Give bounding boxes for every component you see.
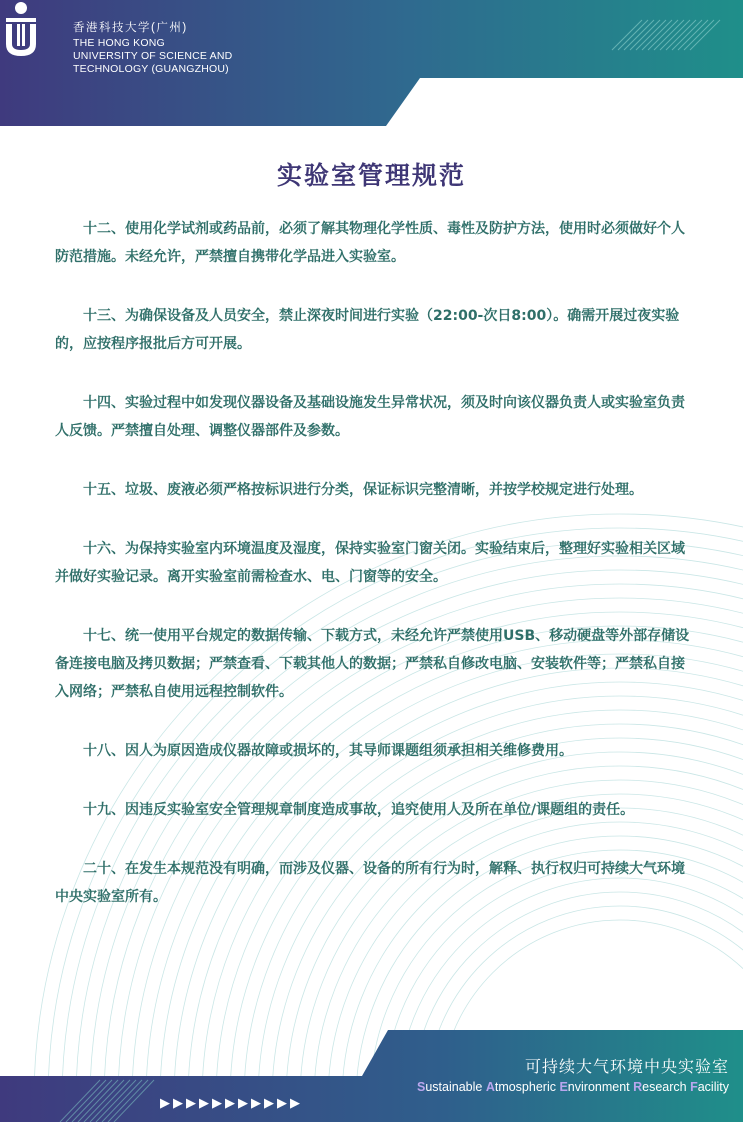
regulation-item-16: 十六、为保持实验室内环境温度及湿度，保持实验室门窗关闭。实验结束后，整理好实验相关区域并做好实验记录。离开实验室前需检查水、电、门窗等的安全。 [55,541,685,585]
lab-name-en [417,1080,729,1094]
regulation-item-19: 十九、因违反实验室安全管理规章制度造成事故，追究使用人及所在单位/课题组的责任。 [83,802,635,818]
regulation-item-17: 十七、统一使用平台规定的数据传输、下载方式，未经允许严禁使用USB、移动硬盘等外部存储设备连接电脑及拷贝数据；严禁查看、下载其他人的数据；严禁私自修改电脑、安装软件等；严禁私自接入网络；严禁私自使用远程控制软件。 [55,628,690,700]
university-name-en-2: UNIVERSITY OF SCIENCE AND [73,50,233,62]
hkust-gz-logo-icon [0,0,42,60]
arrow-decoration: ▶▶▶▶▶▶▶▶▶▶▶ [160,1096,303,1111]
regulation-item-14: 十四、实验过程中如发现仪器设备及基础设施发生异常状况，须及时向该仪器负责人或实验室负责人反馈。严禁擅自处理、调整仪器部件及参数。 [55,395,685,439]
lab-name-en-cap: A [485,1080,495,1094]
regulation-item-13: 十三、为确保设备及人员安全，禁止深夜时间进行实验（22:00-次日8:00）。确需开展过夜实验的，应按程序报批后方可开展。 [55,308,680,352]
university-name-en-3: TECHNOLOGY (GUANGZHOU) [73,63,229,75]
lab-name-en-word: nvironment [567,1080,634,1094]
regulation-item-15: 十五、垃圾、废液必须严格按标识进行分类，保证标识完整清晰，并按学校规定进行处理。 [83,482,643,498]
university-name [73,22,232,76]
regulation-item-20: 二十、在发生本规范没有明确，而涉及仪器、设备的所有行为时，解释、执行权归可持续大气环境中央实验室所有。 [55,861,685,905]
university-name-en-1: THE HONG KONG [73,37,165,49]
lab-name-cn: 可持续大气环境中央实验室 [524,1057,729,1076]
lab-name-en-cap: E [559,1080,568,1094]
lab-name-en-cap: F [690,1080,698,1094]
university-name-cn: 香港科技大学(广州) [73,22,188,34]
lab-name-en-word: acility [697,1080,729,1094]
header-banner [0,0,743,126]
lab-name-en-word: esearch [642,1080,691,1094]
regulation-item-18: 十八、因人为原因造成仪器故障或损坏的，其导师课题组须承担相关维修费用。 [83,743,573,759]
lab-name-en-word: tmospheric [494,1080,560,1094]
page-title: 实验室管理规范 [276,161,466,190]
lab-name-en-cap: S [417,1080,426,1094]
regulation-item-12: 十二、使用化学试剂或药品前，必须了解其物理化学性质、毒性及防护方法，使用时必须做好个人防范措施。未经允许，严禁擅自携带化学品进入实验室。 [55,221,685,265]
regulation-list [55,215,695,942]
lab-name-en-cap: R [633,1080,643,1094]
lab-name-en-word: ustainable [425,1080,486,1094]
